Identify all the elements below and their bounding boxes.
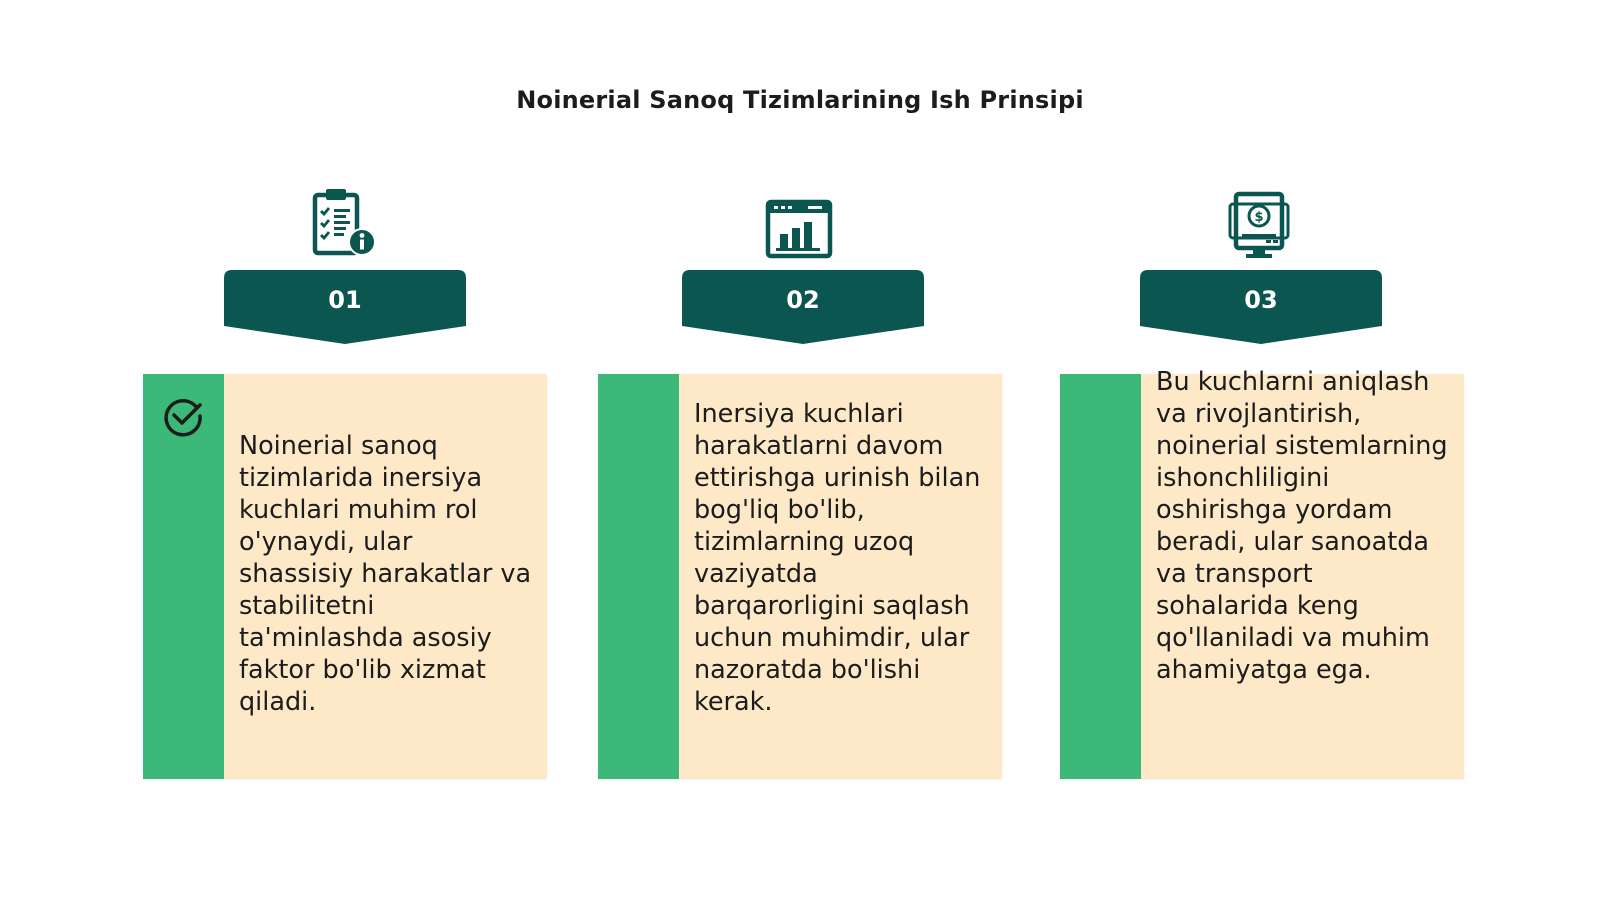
step-badge-01 xyxy=(222,268,468,348)
monitor-dollar-icon xyxy=(1226,190,1298,262)
step-card-01 xyxy=(143,374,547,779)
step-number: 02 xyxy=(786,286,820,314)
clipboard-checklist-info-icon xyxy=(309,187,381,259)
accent-bar xyxy=(1060,374,1141,779)
step-number: 03 xyxy=(1244,286,1278,314)
step-description: Noinerial sanoq tizimlarida inersiya kuchlari muhim rol o'ynaydi, ular shassisiy harakatlar va stabilitetni ta'minlashda asosiy faktor bo'lib xizmat qiladi. xyxy=(239,431,532,717)
step-badge-03 xyxy=(1138,268,1384,348)
step-badge-02 xyxy=(680,268,926,348)
step-card-02 xyxy=(598,374,1002,779)
accent-bar xyxy=(598,374,679,779)
step-number: 01 xyxy=(328,286,362,314)
dashboard-chart-icon xyxy=(764,196,836,268)
page-title: Noinerial Sanoq Tizimlarining Ish Prinsipi xyxy=(516,86,1084,114)
step-description: Inersiya kuchlari harakatlarni davom ettirishga urinish bilan bog'liq bo'lib, tizimlarning uzoq vaziyatda barqarorligini saqlash uchun muhimdir, ular nazoratda bo'lishi kerak. xyxy=(694,399,981,717)
svg-text:$: $ xyxy=(1254,210,1264,225)
step-card-03 xyxy=(1060,367,1464,779)
check-circle-icon xyxy=(161,394,205,438)
step-description: Bu kuchlarni aniqlash va rivojlantirish, noinerial sistemlarning ishonchliligini oshirishga yordam beradi, ular sanoatda va transport sohalarida keng qo'llaniladi va muhim ahamiyatga ega. xyxy=(1156,367,1448,685)
